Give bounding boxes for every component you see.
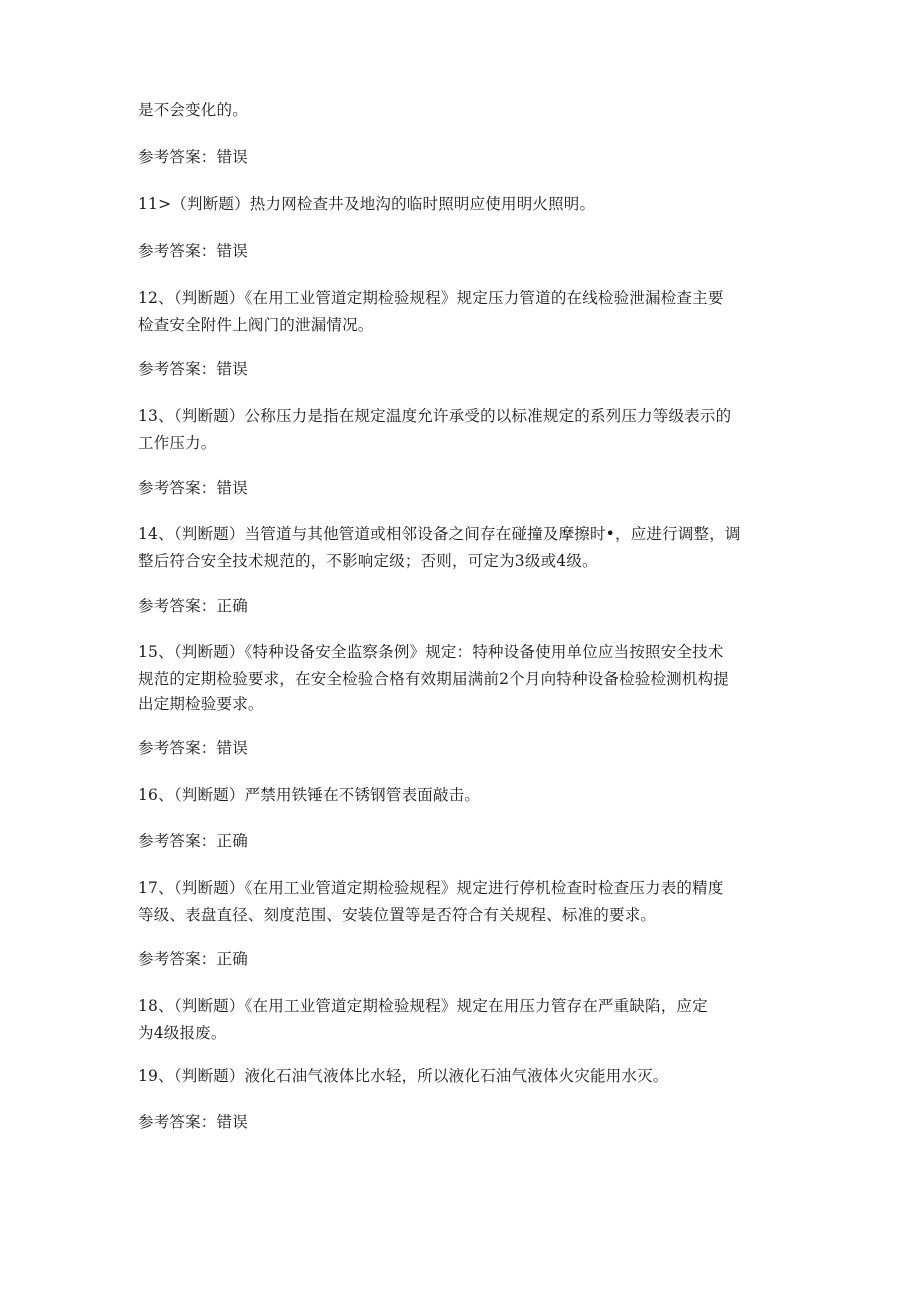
question-15-cont2: 出定期检验要求。: [138, 695, 264, 713]
answer-line: 参考答案：错误: [138, 360, 248, 378]
question-13-cont: 工作压力。: [138, 434, 217, 452]
answer-line: 参考答案：错误: [138, 242, 248, 260]
text-line-continuation: 是不会变化的。: [138, 101, 248, 119]
question-17-cont: 等级、表盘直径、刻度范围、安装位置等是否符合有关规程、标准的要求。: [138, 906, 657, 924]
question-19: 19、（判断题）液化石油气液体比水轻，所以液化石油气液体火灾能用水灭。: [138, 1067, 669, 1085]
question-12: 12、（判断题）《在用工业管道定期检验规程》规定压力管道的在线检验泄漏检查主要: [138, 289, 724, 307]
question-15: 15、（判断题）《特种设备安全监察条例》规定：特种设备使用单位应当按照安全技术: [138, 643, 724, 661]
answer-line: 参考答案：错误: [138, 1113, 248, 1131]
answer-line: 参考答案：正确: [138, 597, 248, 615]
question-15-cont: 规范的定期检验要求，在安全检验合格有效期届满前2个月向特种设备检验检测机构提: [138, 670, 729, 688]
question-11: 11>（判断题）热力网检查井及地沟的临时照明应使用明火照明。: [138, 195, 596, 213]
question-18-cont: 为4级报废。: [138, 1024, 227, 1042]
answer-line: 参考答案：正确: [138, 832, 248, 850]
answer-line: 参考答案：错误: [138, 479, 248, 497]
question-16: 16、（判断题）严禁用铁锤在不锈钢管表面敲击。: [138, 786, 481, 804]
question-18: 18、（判断题）《在用工业管道定期检验规程》规定在用压力管存在严重缺陷，应定: [138, 997, 708, 1015]
answer-line: 参考答案：错误: [138, 739, 248, 757]
answer-line: 参考答案：错误: [138, 148, 248, 166]
question-17: 17、（判断题）《在用工业管道定期检验规程》规定进行停机检查时检查压力表的精度: [138, 879, 724, 897]
question-14: 14、（判断题）当管道与其他管道或相邻设备之间存在碰撞及摩擦时•，应进行调整，调: [138, 525, 741, 543]
question-13: 13、（判断题）公称压力是指在规定温度允许承受的以标准规定的系列压力等级表示的: [138, 407, 732, 425]
question-12-cont: 检查安全附件上阀门的泄漏情况。: [138, 316, 374, 334]
question-14-cont: 整后符合安全技术规范的，不影响定级；否则，可定为3级或4级。: [138, 552, 598, 570]
answer-line: 参考答案：正确: [138, 950, 248, 968]
